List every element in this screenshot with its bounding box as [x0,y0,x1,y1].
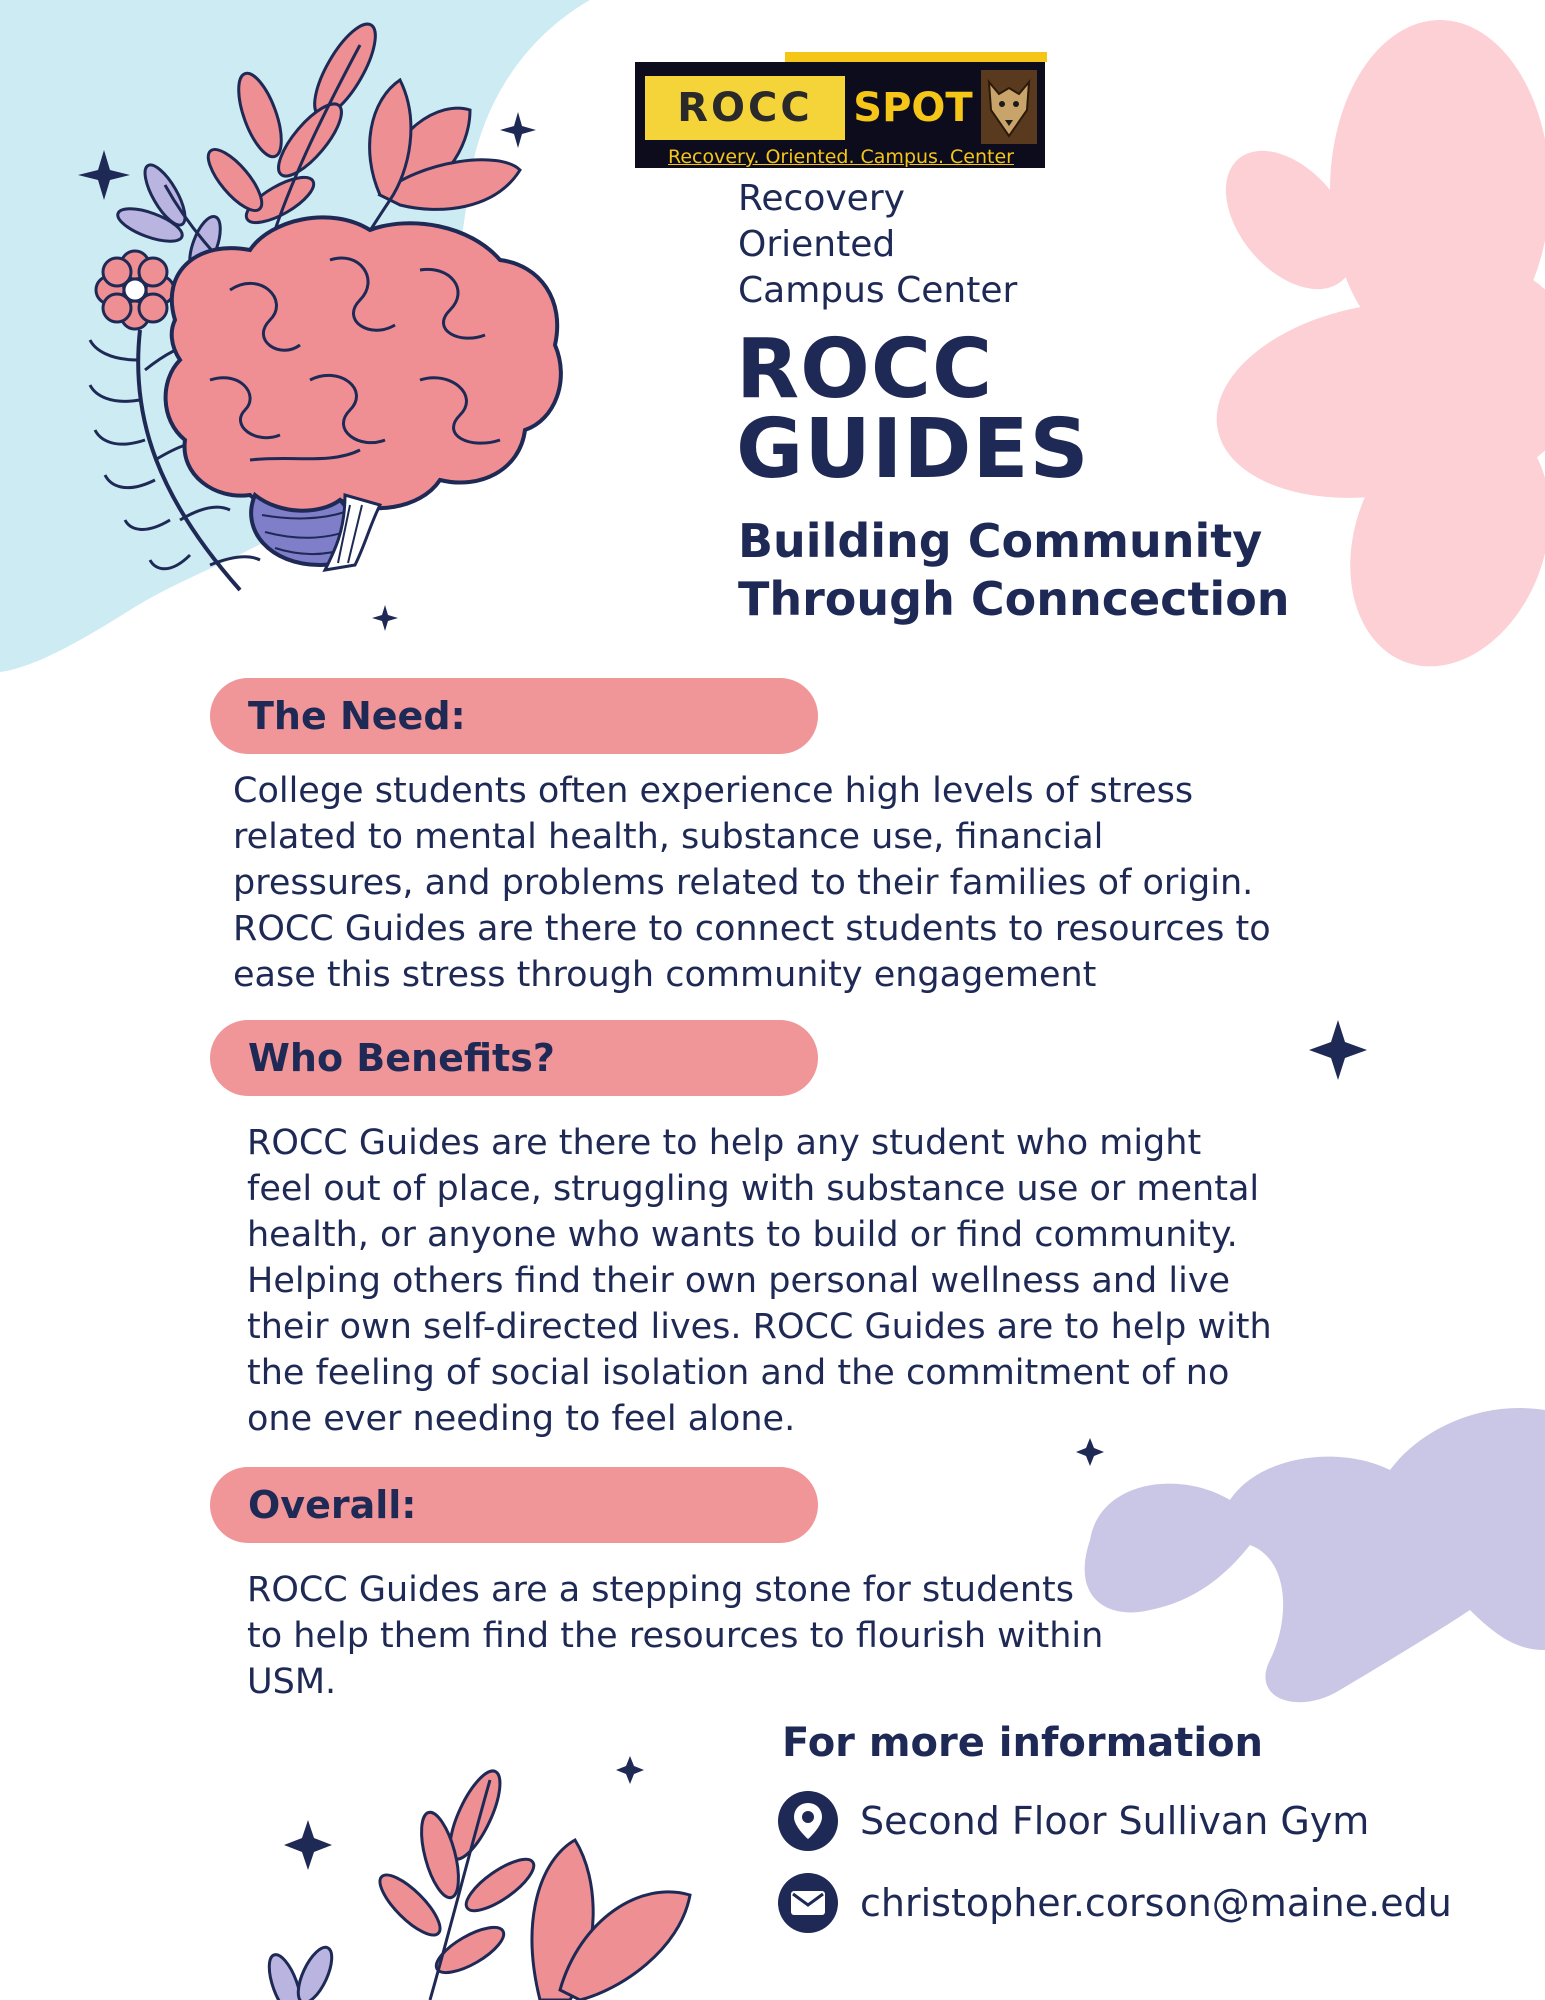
subtitle-line: Campus Center [738,270,1018,311]
body-line: to help them find the resources to flourish within [247,1616,1104,1656]
subtitle-line: Recovery [738,178,905,219]
body-line: related to mental health, substance use, financial [233,817,1104,857]
section-body-who-benefits [247,1120,1272,1442]
section-heading-who-benefits [210,1020,818,1096]
body-line: feel out of place, struggling with substance use or mental [247,1169,1260,1209]
logo-spot-text: SPOT [853,85,973,131]
tagline-line: Building Community [738,514,1263,568]
contact-email-link[interactable]: christopher.corson@maine.edu [860,1881,1452,1925]
body-line: ROCC Guides are there to connect students to resources to [233,909,1271,949]
sparkle [284,1820,332,1870]
title-line: GUIDES [736,402,1090,497]
section-body-overall [247,1567,1103,1705]
section-heading-label: Overall: [248,1483,417,1527]
body-line: the feeling of social isolation and the commitment of no [247,1353,1230,1393]
body-line: ROCC Guides are a stepping stone for students [247,1570,1074,1610]
body-line: College students often experience high levels of stress [233,771,1194,811]
rocc-spot-logo [635,62,1045,168]
body-line: their own self-directed lives. ROCC Guides are to help with [247,1307,1272,1347]
sparkle [1076,1438,1104,1466]
subtitle-line: Oriented [738,224,896,265]
logo-tagline: Recovery. Oriented. Campus. Center [668,146,1014,168]
contact-heading: For more information [782,1720,1264,1766]
wolf-icon [981,70,1037,144]
map-pin-icon [778,1791,838,1851]
title-line: ROCC [736,322,994,417]
logo-accent-bar [785,52,1047,62]
contact-email-row [778,1872,1452,1934]
page-title [736,322,1090,497]
body-line: Helping others find their own personal wellness and live [247,1261,1231,1301]
header-subtitle [738,176,1017,314]
lavender-cloud [1085,1408,1545,1702]
body-line: one ever needing to feel alone. [247,1399,796,1439]
contact-location: Second Floor Sullivan Gym [860,1799,1370,1843]
section-heading-label: The Need: [248,694,466,738]
section-body-need [233,768,1271,998]
sparkle [616,1756,644,1784]
body-line: USM. [247,1662,337,1702]
section-heading-overall [210,1467,818,1543]
envelope-icon [778,1873,838,1933]
logo-rocc-text: ROCC [645,76,845,140]
tagline-line: Through Conncection [738,572,1290,626]
section-heading-label: Who Benefits? [248,1036,555,1080]
body-line: health, or anyone who wants to build or find community. [247,1215,1238,1255]
sparkle [372,605,398,631]
body-line: ease this stress through community engagement [233,955,1097,995]
sparkle [1309,1020,1367,1080]
body-line: pressures, and problems related to their families of origin. [233,863,1254,903]
contact-location-row [778,1790,1369,1852]
body-line: ROCC Guides are there to help any student who might [247,1123,1202,1163]
section-heading-need [210,678,818,754]
pink-daisy [96,251,174,329]
page-tagline [738,512,1290,628]
sparkle [500,112,536,148]
bottom-flowers [263,1765,690,2000]
